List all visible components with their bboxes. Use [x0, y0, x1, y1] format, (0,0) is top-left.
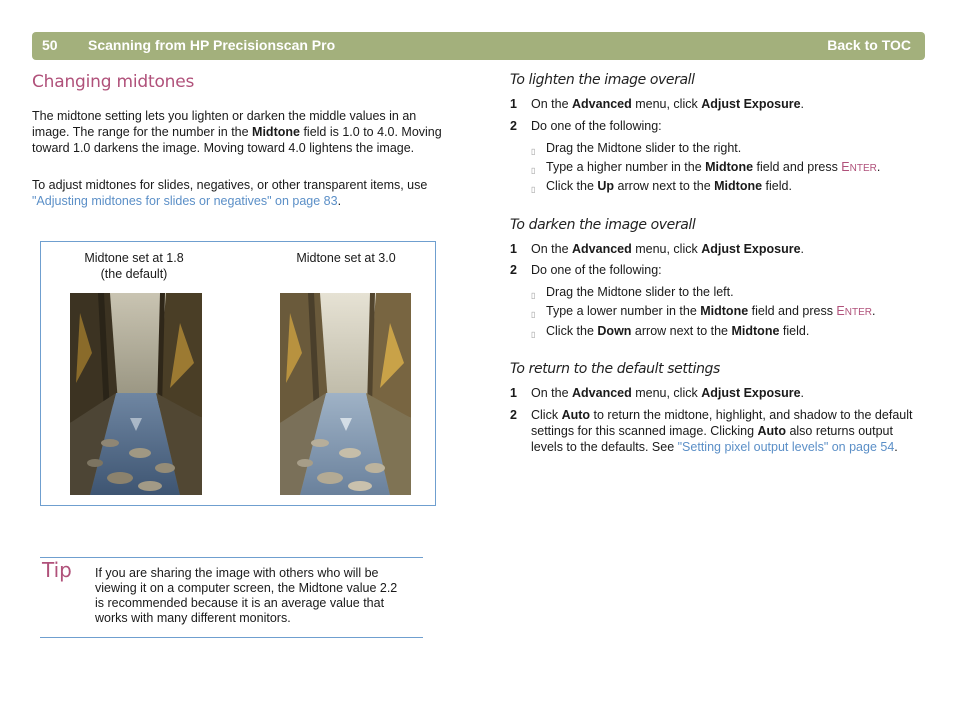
subheading-lighten: To lighten the image overall	[510, 72, 695, 88]
left-caption: Midtone set at 1.8 (the default)	[84, 251, 184, 281]
page-header	[32, 32, 925, 60]
intro-paragraph: The midtone setting lets you lighten or darken the middle values in an image. The range for the number in the Midtone field is 1.0 to 4.0. Moving toward 1.0 darkens the image. Moving toward 4.0 lightens the image.	[32, 109, 442, 155]
setting-pixel-output-levels-link[interactable]: "Setting pixel output levels" on page 54	[677, 440, 895, 454]
back-to-toc-link[interactable]: Back to TOC	[827, 37, 911, 53]
bullet-marker-icon: ▯	[531, 330, 536, 339]
forest-stream-photo-default	[70, 293, 202, 495]
tip-top-rule	[40, 557, 423, 558]
bullet-marker-icon: ▯	[531, 310, 536, 319]
subheading-darken: To darken the image overall	[510, 217, 696, 233]
bullet-marker-icon: ▯	[531, 147, 536, 156]
bullet-marker-icon: ▯	[531, 291, 536, 300]
midtone-comparison-figure	[40, 241, 436, 506]
document-title: Scanning from HP Precisionscan Pro	[88, 37, 336, 53]
page-number: 50	[42, 37, 58, 53]
bullet-marker-icon: ▯	[531, 166, 536, 175]
right-caption: Midtone set at 3.0	[296, 251, 396, 265]
enter-key-label: ENTER	[841, 160, 877, 174]
tip-text: If you are sharing the image with others who will be viewing it on a computer screen, the Midtone value 2.2 is recommended because it is an average value that works with many different monitors.	[95, 566, 398, 625]
adjusting-midtones-link[interactable]: "Adjusting midtones for slides or negatives" on page 83	[32, 194, 338, 208]
subheading-default: To return to the default settings	[510, 361, 720, 377]
tip-bottom-rule	[40, 637, 423, 638]
tip-label: Tip	[42, 558, 72, 582]
section-heading: Changing midtones	[32, 72, 195, 92]
enter-key-label: ENTER	[836, 304, 872, 318]
bullet-marker-icon: ▯	[531, 185, 536, 194]
transparent-items-paragraph: To adjust midtones for slides, negatives, or other transparent items, use "Adjusting midtones for slides or negatives" on page 83.	[32, 178, 428, 208]
forest-stream-photo-lightened	[280, 293, 411, 495]
